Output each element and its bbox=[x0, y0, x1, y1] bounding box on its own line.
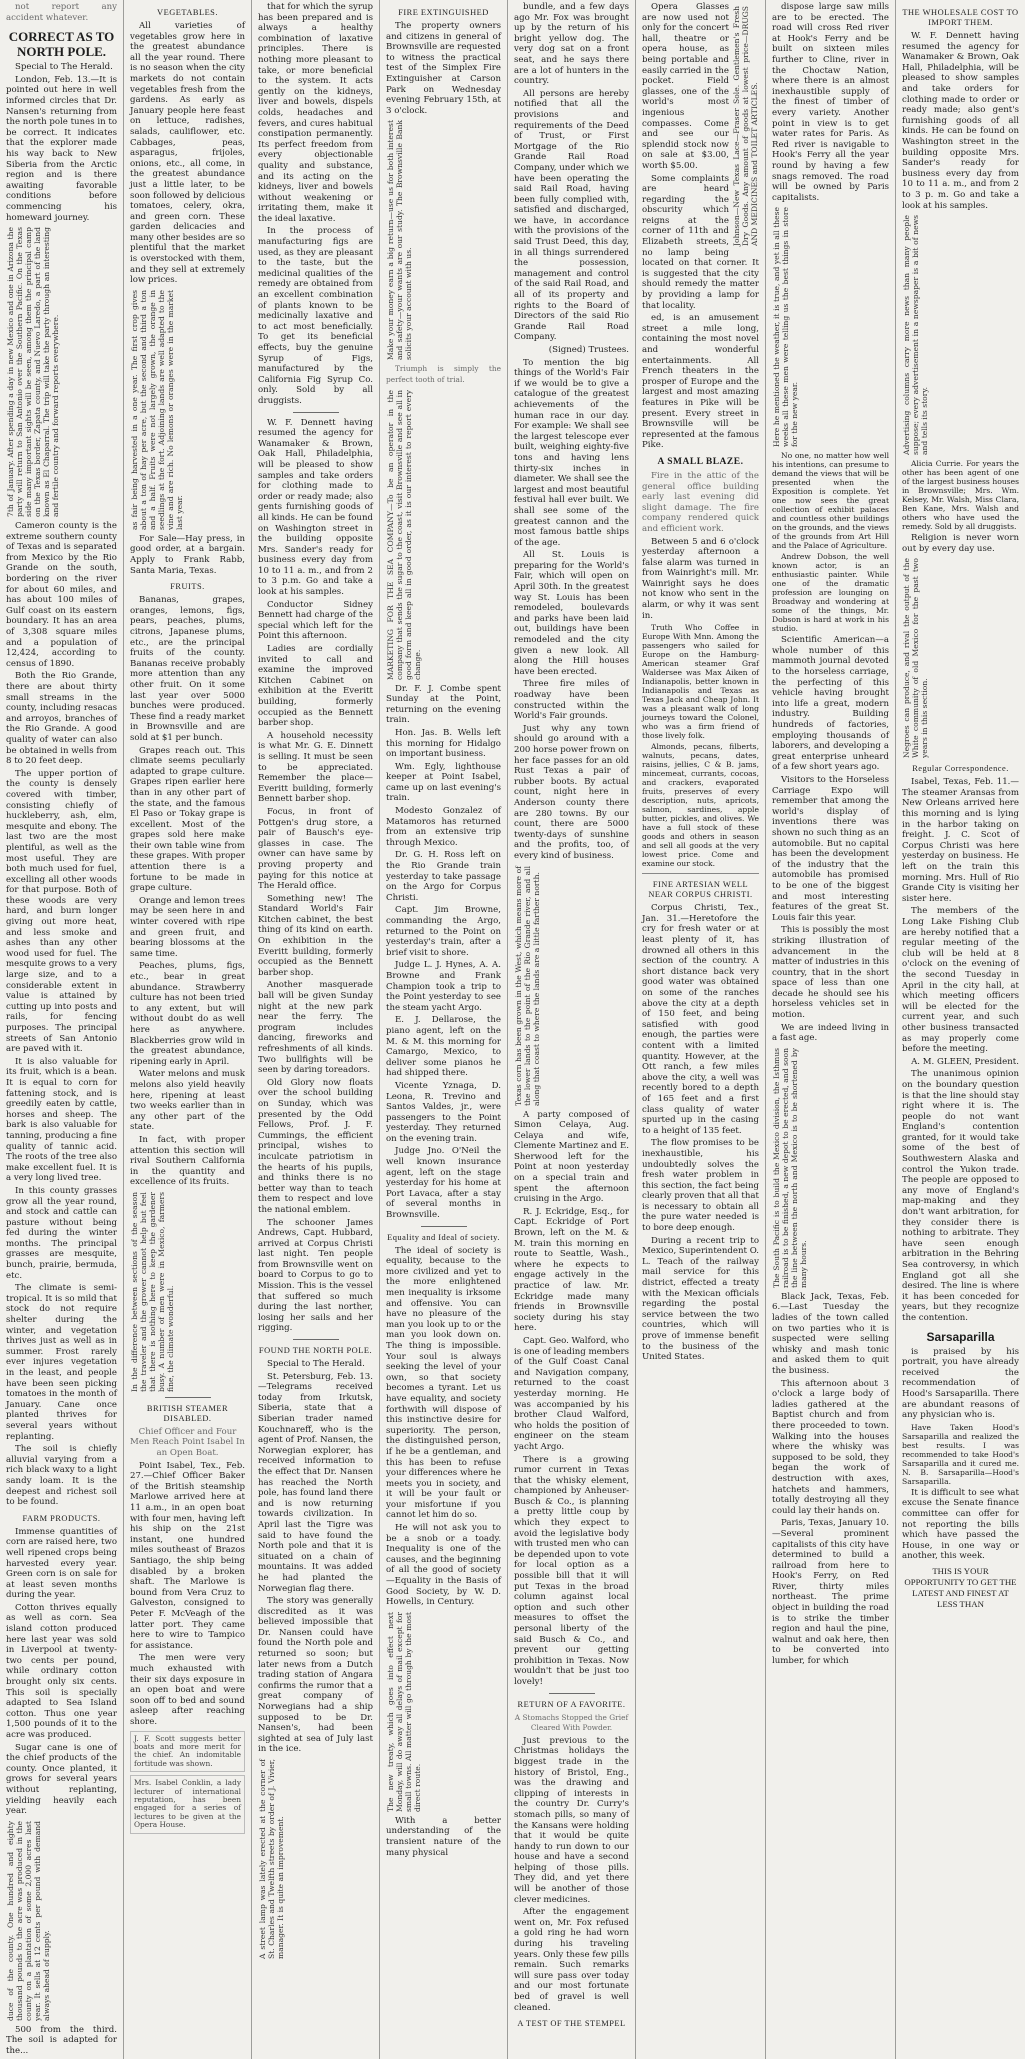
article-whisky: This afternoon about 3 o'clock a large body of ladies gathered at the Baptist church and from there proceeded to town. Walking into the houses where the whisky was supposed to be sold, they began the work of destruction with axes, hatchets and hammers, totally destroying all they could lay their hands on. bbox=[772, 1378, 889, 1516]
article-found-2: The story was generally discredited as it was believed impossible that Dr. Nansen could have found the North pole and returned so soon; but later news from a Dutch trading station of Angara confirms the rumor that a great company of Norwegians had a ship supposed to be Dr. Nansen's, had been sighted at sea of July last in the ice. bbox=[258, 1596, 373, 1755]
article-pike: ed, is an amusement street a mile long, containing the most novel and wonderful entertainments. All French theaters in the prosper of Europe and the largest and most amazing features in Pike will be present. Every street in Brownsville will be represented at the famous Pike. bbox=[642, 313, 759, 451]
article-old-glory: Old Glory now floats over the school building on Sunday, which was presented by the Odd Fellows, Prof. J. F. Cummings, the efficient principal, wishes to inculcate patriotism in the hearts of his pupils, and thinks there is no better way than to teach them to respect and love the national emblem. bbox=[258, 1077, 373, 1215]
article-judge: Judge L. J. Hynes, A. A. Browne and Frank Champion took a trip to the Point yesterday to see the steam yacht Argo. bbox=[386, 960, 501, 1013]
rotated-text-a: Here he mentioned the weather, it is true, and yet in all these weeks all these men were telling us the best things in store for the new year. bbox=[772, 207, 799, 448]
article-currie: Alicia Currie. For years the other has been agent of one of the largest business houses in Brownsville; Mrs. Wm. Kelsey, Mr. Walsh, Miss Clara, Ben Kane, Mrs. Walsh and others who have used the remedy. Sold by all druggists. bbox=[902, 459, 1019, 532]
article-peaches: Peaches, plums, figs, etc., bear in great abundance. Strawberry culture has not been tried to any extent, but will without doubt do as well here as anywhere. Blackberries grow wild in the greatest abundance, ripening early in April. bbox=[130, 961, 245, 1067]
article-something-new: Something new! The Standard World's Fair Kitchen cabinet, the best thing of its kind on earth. On exhibition in the Everitt building, formerly occupied as the Bennett barber shop. bbox=[258, 893, 373, 978]
notice-signature: (Signed) Trustees. bbox=[548, 345, 629, 355]
article-dellarose: E. J. Dellarose, the piano agent, left on the M. & M. this morning for Camargo, Mexico, to deliver some pianos he had shipped there. bbox=[386, 1015, 501, 1079]
article-modesto: Modesto Gonzalez of Matamoros has returned from an extensive trip through Mexico. bbox=[386, 806, 501, 848]
article-just-why: Just why any town should go around with a 200 horse power frown on her face passes for an old Rust Texas a pair of rubber boots. By actual count, night here in Anderson county there are 280 towns. By our count, there are 5000 twenty-days of sunshine and the profits, too, of every kind of business. bbox=[514, 723, 629, 861]
bottom-fragment: 500 from the third. The soil is adapted for the... bbox=[6, 2024, 117, 2056]
article-upper-county: The upper portion of the county is densely covered with timber, consisting chiefly of huckleberry, ash, elm, mesquite and ebony. The last two are the most plentiful, as well as the most useful. They are both much used for fuel, excelling all other woods for that purpose. Both of these woods are very hard, and burn longer giving out more heat, and less smoke and ashes than any other wood used for fuel. The mesquite grows to a very large size, and to a considerable extent in value is attained by cutting up into posts and rails, for fencing purposes. The principal streets of San Antonio are paved with it. bbox=[6, 768, 117, 1055]
article-black-jack: Black Jack, Texas, Feb. 6.—Last Tuesday the ladies of the town called on two parties who it is suspected were selling whisky and mash tonic and asked them to quit the business. bbox=[772, 1291, 889, 1376]
article-men: The men were very much exhausted with their six days exposure in an open boat and were soon off to bed and sound asleep after reaching shore. bbox=[130, 1653, 245, 1727]
headline-fruits: FRUITS. bbox=[170, 582, 205, 592]
article-artesian-2: The flow promises to be inexhaustible, his undoubtedly solves the fresh water problem in this section, the fact being clearly proven that all that is necessary to obtain all the pure water needed is to bore deep enough. bbox=[642, 1138, 759, 1234]
headline-vegetables: VEGETABLES. bbox=[157, 8, 218, 17]
article-complaint: Some complaints are heard regarding the obscurity which reigns at the corner of 11th and Elizabeth streets, no lamp being located on that corner. It is suggested that the city should remedy the matter by providing a lamp for that locality. bbox=[642, 173, 759, 311]
article-conductor: Conductor Sidney Bennett had charge of the special which left for the Point this afternoon. bbox=[258, 599, 373, 642]
notice-dennett: W. F. Dennett having resumed the agency for Wanamaker & Brown, Oak Hall, Philadelphia, will be pleased to show samples and take orders for clothing made to order or ready made; also gents furnishing goods of all kinds. He can be found on Washington street in the building opposite Mrs. Sander's ready for business every day from 10 to 11 a. m., and from 2 to 3 p.m. Go and take a look at his samples. bbox=[258, 417, 373, 598]
headline-return-favorite: RETURN OF A FAVORITE. bbox=[517, 1699, 626, 1709]
article-party: A party composed of Simon Celaya, Aug. Celaya and wife, Clemente Martinez and E. Sherwood left for the Point at noon yesterday on a special train and spent the afternoon cruising in the Argo. bbox=[514, 1109, 629, 1205]
headline-british-steamer: BRITISH STEAMER DISABLED. bbox=[146, 1403, 229, 1423]
article-blaze: Between 5 and 6 o'clock yesterday afternoon a false alarm was turned in from Wainright's mill. Mr. Wainright says he does not know who sent in the alarm, or why it was sent in. bbox=[642, 536, 759, 621]
headline-sarsaparilla: Sarsaparilla bbox=[926, 1329, 995, 1344]
article-return: Just previous to the Christmas holidays the biggest trade in the history of Bristol, Eng., was the drawing and clipping of interests in the country Dr. Curry's stomach pills, so many of the Kansans were holding that it would be quite handy to run down to our house and have a second helping of those pills. They did, and yet there will be another of those clever medicines. bbox=[514, 1735, 629, 1905]
headline-opportunity: THIS IS YOUR OPPORTUNITY TO GET THE LATEST AND FINEST AT LESS THAN bbox=[904, 1565, 1017, 1609]
rotated-text-bottom: A street lamp was lately erected at the corner of St. Charles and Twelfth streets by order of J. Vivier, manager. It is quite an improvement. bbox=[258, 1759, 285, 1959]
column-3 bbox=[252, 0, 380, 2059]
divider bbox=[165, 1397, 211, 1398]
article-rumor: There is a growing rumor current in Texas that the whisky element, championed by Anheuser-Busch & Co., is planning a pretty little coup by which they expect to avoid the legislative body with trusted men who can be depended upon to vote for local option as a possible bill that it will put Texas in the broad column against local option and such other measures to offset the personal liberty of the said Busch & Co., and prevent our getting prohibition in Texas. Now wouldn't that be just too lovely! bbox=[514, 1454, 629, 1687]
headline-small-blaze: A SMALL BLAZE. bbox=[657, 456, 744, 467]
article-british: Point Isabel, Tex., Feb. 27.—Chief Officer Baker of the British steamship Marlowe arrived here at 11 a.m., in an open boat with four men, having left his ship on the 21st instant, one hundred miles southeast of Brazos Santiago, the ship being disabled by a broken shaft. The Marlowe is bound from Vera Cruz to Galveston, consigned to Peter F. McVeagh of the latter port. They came here to wire to Tampico for assistance. bbox=[130, 1460, 245, 1651]
article-horseless: Visitors to the Horseless Carriage Expo will remember that among the world's display of inventions there was shown no such thing as an automobile. But no capital has been the development of the industry that the automobile has promised to be one of the biggest and most interesting features of the great St. Louis fair this year. bbox=[772, 775, 889, 923]
article-orange: Orange and lemon trees may be seen here in and winter covered with ripe and green fruit, and bearing blossoms at the same time. bbox=[130, 895, 245, 959]
headline-farm-products: FARM PRODUCTS. bbox=[22, 1513, 101, 1523]
article-fruits: Bananas, grapes, oranges, lemons, figs, pears, peaches, plums, citrons, Japanese plums, etc., are the principal fruits of the county. Bananas receive probably more attention than any other fruit. On it some last year over 5000 bunches were produced. These find a ready market in Brownsville and are sold at $1 per bunch. bbox=[130, 595, 245, 743]
rotated-text-mid: In the difference between sections of the season the traveler and the grower cannot help but feel that there is nothing here to keep the gardener busy. A number of men were in Mexico, farmers fine, the climate wonderful. bbox=[130, 1191, 175, 1392]
article-vegetables: All varieties of vegetables grow here in the greatest abundance all the year round. There is no season when the city markets do not contain vegetables fresh from the gardens. As early as January people here feast on lettuce, radishes, salads, cauliflower, etc. Cabbages, peas, asparagus, frijoles, onions, etc., all come, in the greatest abundance just a little later, to be soon followed by delicious tomatoes, celery, okra, and green corn. These garden delicacies and many other besides are so plentiful that the market is overstocked with them, and they sell at extremely low prices. bbox=[130, 21, 245, 286]
rotated-ad-top: Johnson—New Texas Lace—Fraser Sole. Gentlemen's Fresh Dry Goods. Any amount of goods at lowest price—DRUGS AND MEDICINES and TOILET ARTICLES. bbox=[732, 6, 759, 246]
article-rio-grande: Both the Rio Grande, there are about thirty small streams in the county, including resacas and arroyos, branches of the Rio Grande. A good quality of water can also be obtained in wells from 8 to 20 feet deep. bbox=[6, 671, 117, 767]
article-boundary: The unanimous opinion on the boundary question is that the line should stay right where it is. The people do not want England's contention granted, for it would take some of the best of Southwestern Alaska and control the Yukon trade. The people are opposed to any move of England's map-making and they don't want arbitration, for they consider there is nothing to arbitrate. They have seen enough arbitration in the Behring Sea controversy, in which England got all she desired. The line is where it has been conceded for years, but they recognize the contention. bbox=[902, 1069, 1019, 1323]
article-egly: Wm. Egly, lighthouse keeper at Point Isabel, came up on last evening's train. bbox=[386, 761, 501, 804]
article-almonds: Almonds, pecans, filberts, walnuts, pecans, dates, raisins, jellies, C & B. jams, mincemeat, currants, cocoas, and crackers, evaporated fruits, preserves of every description, nuts, apricots, salmon, sardines, apple butter, pickles, and olives. We have a full stock of these goods and others in season and sell all goods at the very lowest price. Come and examine our stock. bbox=[642, 742, 759, 869]
small-notice-a: J. F. Scott suggests better boats and more merit for the chief. An indomitable fortitude was shown. bbox=[130, 1731, 245, 1773]
headline-fire: FIRE EXTINGUISHED bbox=[398, 8, 489, 17]
column-7 bbox=[766, 0, 896, 2059]
article-religion: Religion is never worn out by every day use. bbox=[902, 533, 1019, 554]
column-2 bbox=[124, 0, 252, 2059]
article-dr-combe: Dr. F. J. Combe spent Sunday at the Point, returning on the evening train. bbox=[386, 683, 501, 726]
dateline: Special to The Herald. bbox=[15, 62, 113, 73]
divider bbox=[642, 873, 759, 874]
rotated-text-bottom: The new treaty, which goes into effect next Monday, will do away all delays of mail except for small towns. All matter will go through by the most direct route. bbox=[386, 1611, 422, 1812]
column-4 bbox=[380, 0, 508, 2059]
article-dobson: Andrew Dobson, the well known actor, is an enthusiastic painter. While one of the dramatic profession are lounging on Broadway and wondering at some of the things, Mr. Dobson is hard at work in his studio. bbox=[772, 552, 889, 634]
small-notice-b: Mrs. Isabel Conklin, a lady lecturer of international reputation, has been engaged for a series of lectures to be given at the Opera House. bbox=[130, 1775, 245, 1833]
article-ross: Dr. G. H. Ross left on the Rio Grande train yesterday to take passage on the Argo for Corpus Christi. bbox=[386, 850, 501, 903]
rotated-text-block: as fair being harvested in a one year. The first crop gives about a ton of hay per acre, but the second and third a ton and a half. Fruits were not largely grown, the orange in seedlings at the fort. Adjoining lands are well adapted to the vine and are rich. No lemons or oranges were in the market last year. bbox=[130, 289, 184, 530]
ad-hay-press: For Sale—Hay press, in good order, at a bargain. Apply to Frank Rabb, Santa Maria, Texas. bbox=[130, 533, 245, 576]
article-st-louis: All St. Louis is preparing for the World's Fair, which will open on April 30th. In the greatest way St. Louis has been remodeled, boulevards and parks have been laid out, buildings have been remodeled and the city given a new look. All along the Hill houses have been erected. bbox=[514, 550, 629, 677]
rotated-text-a: Advertising columns carry more news than many people suppose; every advertisement in a newspaper is a bit of news and tells its story. bbox=[902, 215, 929, 456]
article-fishing-club: The members of the Long Lake Fishing Club are hereby notified that a regular meeting of the club will be held at 8 o'clock on the evening of the second Tuesday in April in the city hall, at which meeting officers will be elected for the current year, and such other business transacted as may properly come before the meeting. bbox=[902, 906, 1019, 1055]
top-fragment: bundle, and a few days ago Mr. Fox was brought up by the return of his bright yellow dog. The very dog sat on a front seat, and he says there are a lot of hunters in the country. bbox=[514, 2, 629, 87]
article-melons: Water melons and musk melons also yield heavily here, ripening at least two weeks earlier than in any other part of the state. bbox=[130, 1069, 245, 1133]
article-scientific: Scientific American—a whole number of this mammoth journal devoted to the horseless carriage, the perfecting of this vehicle having brought into life a great, modern industry. Building hundreds of factories, employing thousands of laborers, and developing a great enterprise unheard of a few short years ago. bbox=[772, 635, 889, 773]
article-masquerade: Another masquerade ball will be given Sunday night at the new park near the ferry. The program includes dancing, fireworks and refreshments of all kinds. Two bullfights will be seen by daring toreadors. bbox=[258, 980, 373, 1076]
headline-regular: Regular Correspondence. bbox=[912, 764, 1009, 774]
rotated-text-bottom: duce of the county. One hundred and eighty thousand pounds to the acre was produced in the county on a plantation of some 2,000 acres last year. It sells at 12 cents per pound with demand always ahead of supply. bbox=[6, 1820, 51, 2021]
headline-found-north-pole: FOUND THE NORTH POLE. bbox=[258, 1346, 373, 1356]
article-return-2: After the engagement went on, Mr. Fox refused a gold ring he had worn during his traveling years. Only these few pills remain. Such remarks will sure pass over today and our most fortunate bed of gravel is well cleaned. bbox=[514, 1907, 629, 2013]
article-found: St. Petersburg, Feb. 13.—Telegrams received today from Irkutsk, Siberia, state that a Siberian trader named Kouchnareff, who is the agent of Prof. Nansen, the Norwegian explorer, has received information to the effect that Dr. Nansen has reached the North pole, has found land there and is now returning towards civilization. In April last the Tigre was said to have found the North pole and that it is situated on a chain of mountains. It was added he had planted the Norwegian flag there. bbox=[258, 1371, 373, 1594]
column-6 bbox=[636, 0, 766, 2059]
article-no-one: No one, no matter how well his intentions, can presume to demand the views that will be presented when the Exposition is complete. Yet one now sees the great collection of exhibit palaces and countless other buildings on the grounds, and the views of the grounds from Art Hill and the Palace of Agriculture. bbox=[772, 451, 889, 551]
article-equality: The ideal of society is equality, because to the more civilized and yet to the more enlightened men inequality is irksome and offensive. You can have no pleasure of the man you look up to or the man you look down on. The thing is impossible. Your soul is always seeking the level of your own, so that society becomes a tyrant. Let us have equality, and society forthwith will dispose of this instinctive desire for superiority. The person, the distinguished person, if he be a gentleman, and this has been to refuse your differences where he meets you in society, and it will be your fault or your misfortune if you cannot let him do so. bbox=[386, 1245, 501, 1521]
ad-hood: Have Taken Hood's Sarsaparilla and realized the best results. I was recommended to take Hood's Sarsaparilla and it cured me. N. B. Sarsaparilla—Hood's Sarsaparilla. bbox=[902, 1422, 1019, 1486]
article-schooner: The schooner James Andrews, Capt. Hubbard, arrived at Corpus Christi last night. Ten people from Brownsville went on board to Corpus to go to Mission. This is the vessel that suffered so much during the last norther, losing her sails and her rigging. bbox=[258, 1217, 373, 1334]
article-fast-age: We are indeed living in a fast age. bbox=[772, 1022, 889, 1044]
article-roadway: Three fire miles of roadway have been constructed within the World's Fair grounds. bbox=[514, 679, 629, 722]
bottom-headline: A TEST OF THE STEMPEL bbox=[517, 2019, 626, 2029]
rotated-text-b: Negroes can produce, and rival the output of the White community of old Mexico for the past two years in this section. bbox=[902, 558, 929, 759]
article-equality-2: He will not ask you to be a snob or a toady. Inequality is one of the causes, and the beginning of all the good of society—Equality in the Basis of Good Society, by W. D. Howells, in Century. bbox=[386, 1523, 501, 1608]
article-in-fact: In fact, with proper attention this section will rival Southern California in the quantity and excellence of its fruits. bbox=[130, 1134, 245, 1188]
article-regular: Isabel, Texas, Feb. 11.—The steamer Aransas from New Orleans arrived here this morning and is lying in the harbor taking on freight. J. C. Scot of Corpus Christi was here yesterday on business. He left on the train this morning. Mrs. Hull of Rio Grande City is visiting her sister here. bbox=[902, 777, 1019, 904]
article-oneil: Judge Jno. O'Neil the well known insurance agent, left on the stage yesterday for his home at Port Lavaca, after a stay of several months in Brownsville. bbox=[386, 1146, 501, 1221]
headline-north-pole: CORRECT AS TO NORTH POLE. bbox=[8, 29, 115, 60]
headline-wholesale: THE WHOLESALE COST TO IMPORT THEM. bbox=[902, 8, 1019, 27]
article-paris-road: dispose large saw mills are to be erected. The road will cross Red river at Hook's Ferry and be built on sixteen miles further to Cline, river in the Choctaw Nation, where there is an almost inexhaustible supply of the finest of timber of every variety. Another point in view is to get water rates for Paris. As Red river is navigable to Hook's Ferry all the year round by having a few snags removed. The road will be owned by Paris capitalists. bbox=[772, 2, 889, 203]
article-household: A household necessity is what Mr. G. E. Dinnett is selling. It must be seen to be appreciated. Remember the place—Everitt building, formerly Bennett barber shop. bbox=[258, 730, 373, 805]
divider bbox=[293, 1339, 339, 1340]
notice-dennett: W. F. Dennett having resumed the agency for Wanamaker & Brown, Oak Hall, Philadelphia, will be pleased to show samples and take orders for clothing made to order or ready made; also gent's furnishing goods of all kinds. He can be found on Washington street in the building opposite Mrs. Sander's ready for business every day from 10 to 11 a. m., and from 2 to 3 p. m. Go and take a look at his samples. bbox=[902, 31, 1019, 211]
article-north-pole: London, Feb. 13.—It is pointed out here in well informed circles that Dr. Nansen's returning from the north pole tunes in to be correct. It indicates that the explorer made his way back to New Siberia from the Arctic region and is there awaiting favorable conditions before commencing his homeward journey. bbox=[6, 74, 117, 223]
article-focus: Focus, in front of Pottgen's drug store, a pair of Bausch's eye-glasses in case. The owner can have same by proving property and paying for this notice at The Herald office. bbox=[258, 806, 373, 892]
article-fire: The property owners and citizens in general of Brownsville are requested to witness the practical test of the Simplex Fire Extinguisher at Carson Park on Wednesday evening February 15th, at 3 o'clock. bbox=[386, 21, 501, 116]
article-grapes: Grapes reach out. This climate seems peculiarly adapted to grape culture. Grapes ripen earlier here than in any other part of the state, and the famous El Paso or Tokay grape is excellent. Most of the grapes sold here make their own table wine from these grapes. With proper attention there is a fortune to be made in grape culture. bbox=[130, 745, 245, 894]
article-ebony: It is also valuable for its fruit, which is a bean. It is equal to corn for fattening stock, and is greedily eaten by cattle, horses and sheep. The bark is also valuable for tanning, producing a fine quality of tannic acid. The roots of the tree also make excellent fuel. It is a very long lived tree. bbox=[6, 1056, 117, 1184]
headline-artesian: FINE ARTESIAN WELL NEAR CORPUS CHRISTI. bbox=[648, 880, 753, 900]
article-possible: This is possibly the most striking illustration of advancement in the matter of industries in this country, that in the short space of less than one decade he should see his horseless vehicles set in motion. bbox=[772, 925, 889, 1021]
article-hon-wells: Hon. Jas. B. Wells left this morning for Hidalgo on important business. bbox=[386, 727, 501, 760]
article-walford: Capt. Geo. Walford, who is one of leading members of the Gulf Coast Canal and Navigation company, returned to the coast yesterday morning. He was accompanied by his brother Claud Walford, who holds the position of engineer on the steam yacht Argo. bbox=[514, 1335, 630, 1452]
ad-opera-glasses: Opera Glasses are now used not only for the concert hall, theatre or opera house, as being portable and easily carried in the pocket. Field glasses, one of the world's most ingenious compasses. Come and see our splendid stock now on sale at $3.00, worth $5.00. bbox=[642, 2, 730, 171]
rotated-text-block: 7th of January. After spending a day in new Mexico and one in Arizona the party will return to San Antonio over the Southern Pacific. On the Texas side many important sights will be seen, among them the principal camp on the Texas border, Zapata county, and Nuevo Laredo, a part of the land known as El Chaparral. The trip will take the party through an interesting and fertile country and forward reports everywhere. bbox=[6, 227, 60, 518]
bottom-fragment: With a better understanding of the transient nature of the many physical bbox=[386, 1815, 501, 1858]
article-ladies: Ladies are cordially invited to call and examine the improved Kitchen Cabinet on exhibition at the Everitt building, formerly occupied as the Bennett barber shop. bbox=[258, 644, 373, 729]
headline-equality: Equality and Ideal of society. bbox=[387, 1232, 500, 1242]
article-soil: The soil is chiefly alluvial varying from a rich black waxy to a light sandy loam. It is the deepest and richest soil to be found. bbox=[6, 1444, 117, 1508]
article-grasses: In this county grasses grow all the year round, and stock and cattle can pasture without being fed during the winter months. The principal grasses are mesquite, bunch, prairie, bermuda, etc. bbox=[6, 1185, 117, 1281]
signature: A. M. GLEEN, President. bbox=[911, 1056, 1019, 1067]
article-syrup-2: In the process of manufacturing figs are used, as they are pleasant to the taste, but the medicinal qualities of the remedy are obtained from an excellent combination of plants known to be medicinally laxative and to act most beneficially. To get its beneficial effects, buy the genuine Syrup of Figs, manufactured by the California Fig Syrup Co. only. Sold by all druggists. bbox=[258, 226, 373, 406]
divider bbox=[293, 412, 339, 413]
article-eckridge: R. J. Eckridge, Esq., for Capt. Eckridge of Port Brown, left on the M. & M. train this morning en route to Seattle, Wash., where he expects to engage actively in the practice of law. Mr. Eckridge made many friends in Brownsville society during his stay here. bbox=[514, 1206, 629, 1334]
article-cameron-county: Cameron county is the extreme southern county of Texas and is separated from Mexico by the Rio Grande on the south, bordering on the river for about 60 miles, and has about 100 miles of Gulf coast on its eastern boundary. It has an area of 3,308 square miles and a population of 12,424, according to census of 1890. bbox=[6, 521, 117, 669]
article-capt-browne: Capt. Jim Browne, commanding the Argo, returned to the Point on yesterday's train, after a brief visit to shore. bbox=[386, 905, 501, 958]
rotated-text-c: MARKETING FOR THE SEA COMPANY—To be an operator in the company that sends the sugar to the coast, visit Brownsville and see all in good form and keep all in good order, as it is our interest to report every change. bbox=[386, 389, 422, 680]
article-climate: The climate is semi-tropical. It is so mild that stock do not require shelter during the winter, and vegetation thrives just as well as in summer. Frost rarely ever injures vegetation in the least, and people have been seen picking tomatoes in the month of January. Cane once planted thrives for several years without replanting. bbox=[6, 1283, 117, 1442]
article-blaze-sub: Fire in the attic of the general office building early last evening did slight damage. The fire company rendered quick and efficient work. bbox=[642, 470, 759, 534]
rotated-text-a: Make your money earn a big return—use us for both interest and safety—your wants are our study. The Brownsville Bank solicits your account with us. bbox=[386, 120, 413, 361]
subhead-return: A Stomachs Stopped the Grief Cleared With Powder. bbox=[514, 1712, 629, 1733]
article-truth: Truth Who Coffee in Europe With Mnn. Among the passengers who sailed for Europe on the Hamburg-American steamer Graf Waldersee was Max Aiken of Indianapolis, better known in Indianapolis and Texas as Texas Jack and Cheap John. It was a pleasant walk of long journeys toward the Colonel, who was a firm friend of those lively folk. bbox=[642, 623, 759, 741]
article-cotton: Cotton thrives equally as well as corn. Sea island cotton produced here last year was sold in Liverpool at twenty-two cents per pound, while ordinary cotton brought only six cents. This soil is specially adapted to Sea Island cotton. Thus one year 1,500 pounds of it to the acre was produced. bbox=[6, 1602, 117, 1740]
rotated-text-a: Texas corn has been grown in the West, which means more of the lower lands to the point of the Rio Grande river, and all along that coast to where the lands are a little farther north. bbox=[514, 865, 541, 1106]
subhead-british: Chief Officer and Four Men Reach Point Isabel In an Open Boat. bbox=[130, 1426, 245, 1459]
column-5 bbox=[508, 0, 636, 2059]
dateline: Special to The Herald. bbox=[267, 1359, 365, 1370]
article-artesian: Corpus Christi, Tex., Jan. 31.—Heretofore the cry for fresh water or at least plenty of it, has drowned all others in this section of the country. A short distance back very good water was obtained on some of the ranches above the city at a depth of 150 feet, and being satisfied with good enough, the parties were content with a limited quantity. However, at the Ott ranch, a few miles above the city, a well was recently bored to a depth of 165 feet and a first class quality of water spurted up in the casing to a height of 135 feet. bbox=[642, 903, 759, 1136]
divider bbox=[549, 1693, 595, 1694]
article-sugar: Sugar cane is one of the chief products of the county. Once planted, it grows for several years without replanting, yielding heavily each year. bbox=[6, 1742, 117, 1817]
triumph-caption: Triumph is simply the perfect tooth of trial. bbox=[386, 364, 501, 384]
ad-sarsaparilla: is praised by his portrait, you have already received the recommendation of Hood's Sarsaparilla. There are abundant reasons of any physician who is. bbox=[902, 1346, 1019, 1421]
article-postal-treaty: During a recent trip to Mexico, Superintendent O. L. Teach of the railway mail service for this district, effected a treaty with the Mexican officials regarding the postal service between the two countries, which will prove of immense benefit to the business of the United States. bbox=[642, 1235, 759, 1363]
rotated-text-b: The South Pacific is to build the Mexico division, the Isthmus railroad is to be finished, a new depot to be erected, and soon the line between the north and Mexico is to be shortened by many hours. bbox=[772, 1047, 808, 1288]
top-fragment: not report any accident whatever. bbox=[6, 2, 117, 23]
notice-rail-road: All persons are hereby notified that all the provisions and requirements of the Deed of Trust, or First Mortgage of the Rio Grande Rail Road Company, under which we have been operating the said Rail Road, having been fully complied with, satisfied and discharged, we have, in accordance with the provisions of the said Trust Deed, this day, in all things surrendered the possession, management and control of the said Rail Road, and all of its property and rights to the Board of Directors of the said Rio Grande Rail Road Company. bbox=[514, 88, 629, 343]
divider bbox=[421, 1226, 467, 1227]
column-1 bbox=[0, 0, 124, 2059]
article-syrup: that for which the syrup has been prepared and is always a healthy combination of laxative principles. There is nothing more pleasant to take, or more beneficial to the system. It acts gently on the kidneys, liver and bowels, dispels colds, headaches and fevers, and cures habitual constipation permanently. Its perfect freedom from every objectionable quality and substance, and its acting on the kidneys, liver and bowels without weakening or irritating them, make it the ideal laxative. bbox=[258, 2, 373, 224]
article-worlds-fair: To mention the big things of the World's Fair if we would be to give a catalogue of the greatest achievements of the human race in our day. For example: We shall see the largest telescope ever built, weighing eighty-five tons and having lens thirty-six inches in diameter. We shall see the largest and most beautiful festival hall ever built. We shall see some of the greatest cannon and the most famous battle ships of the age. bbox=[514, 357, 629, 548]
article-farm: Immense quantities of corn are raised here, two well ripened crops being harvested every year. Green corn is on sale for at least seven months during the year. bbox=[6, 1526, 117, 1601]
article-paris: Paris, Texas, January 10.—Several prominent capitalists of this city have determined to build a railroad from here to Hook's Ferry, on Red River, thirty miles northeast. The prime object in building the road is to strike the timber region and haul the pine, walnut and oak here, then to be converted into lumber, for which bbox=[772, 1518, 889, 1667]
article-senate: It is difficult to see what excuse the Senate finance committee can offer for not reporting the bills which have passed the House, in one way or another, this week. bbox=[902, 1487, 1019, 1562]
column-8 bbox=[896, 0, 1025, 2059]
article-vicente: Vicente Yznaga, D. Leona, R. Trevino and Santos Valdes, jr., were passengers to the Point yesterday. They returned on the evening train. bbox=[386, 1080, 501, 1144]
